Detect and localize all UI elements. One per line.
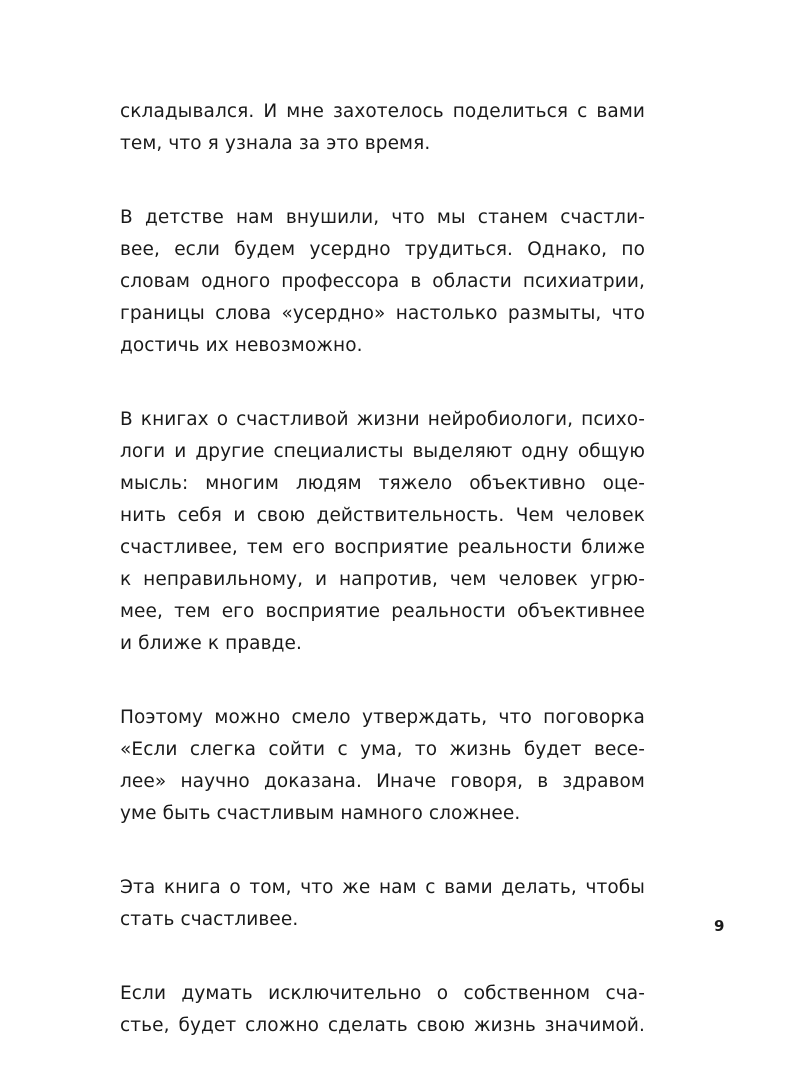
page-number: 9: [714, 917, 725, 935]
text-line: к неправильному, и напротив, чем человек угрю-: [120, 569, 645, 590]
text-line: Поэтому можно смело утверждать, что поговорка: [120, 707, 645, 728]
text-line: словам одного профессора в области психиатрии,: [120, 271, 645, 292]
text-line: В детстве нам внушили, что мы станем счастли-: [120, 207, 645, 228]
text-line: и ближе к правде.: [120, 633, 302, 654]
paragraph-4: [120, 702, 645, 830]
text-line: нить себя и свою действительность. Чем человек: [120, 505, 645, 526]
text-line: складывался. И мне захотелось поделиться с вами: [120, 101, 645, 122]
text-line: Эта книга о том, что же нам с вами делать, чтобы: [120, 877, 645, 898]
text-line: границы слова «усердно» настолько размыты, что: [120, 303, 645, 324]
paragraph-1: [120, 96, 645, 160]
text-line: вее, если будем усердно трудиться. Однако, по: [120, 239, 645, 260]
paragraph-3: [120, 404, 645, 660]
text-line: тем, что я узнала за это время.: [120, 133, 431, 154]
paragraph-6: [120, 978, 645, 1042]
text-line: стать счастливее.: [120, 909, 299, 930]
text-line: мысль: многим людям тяжело объективно оце-: [120, 473, 645, 494]
body-text: [120, 96, 645, 1084]
text-line: уме быть счастливым намного сложнее.: [120, 803, 521, 824]
text-line: В книгах о счастливой жизни нейробиологи, психо-: [120, 409, 645, 430]
text-line: Если думать исключительно о собственном сча-: [120, 983, 645, 1004]
text-line: лее» научно доказана. Иначе говоря, в здравом: [120, 771, 645, 792]
text-line: логи и другие специалисты выделяют одну общую: [120, 441, 645, 462]
text-line: счастливее, тем его восприятие реальности ближе: [120, 537, 645, 558]
paragraph-5: [120, 872, 645, 936]
text-line: «Если слегка сойти с ума, то жизнь будет весе-: [120, 739, 645, 760]
text-line: стье, будет сложно сделать свою жизнь значимой.: [120, 1015, 645, 1036]
paragraph-2: [120, 202, 645, 362]
text-line: мее, тем его восприятие реальности объективнее: [120, 601, 645, 622]
text-line: достичь их невозможно.: [120, 335, 363, 356]
